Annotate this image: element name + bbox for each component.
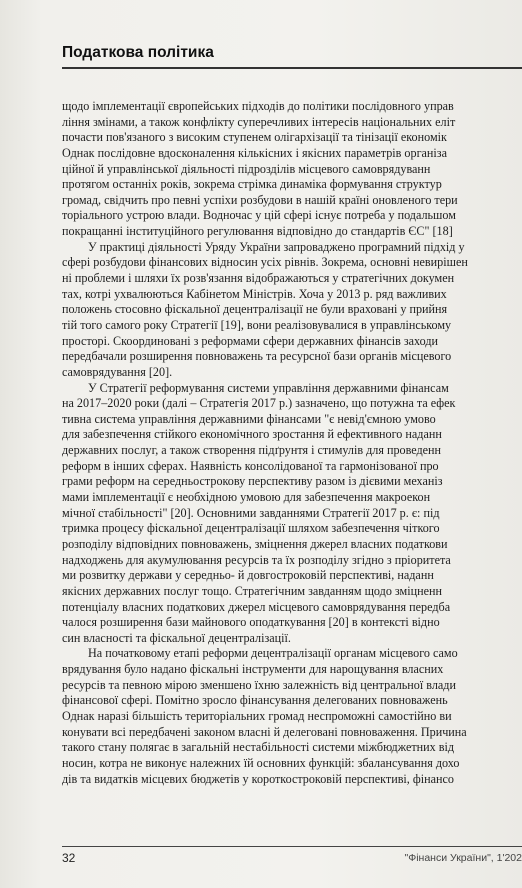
text-line: тримка процесу фіскальної децентралізації шляхом забезпечення чіткого xyxy=(62,521,440,536)
text-line: положень стосовно фіскальної децентралізації не були враховані у прийня xyxy=(62,302,448,317)
text-line: Однак наразі більшість територіальних громад неспроможні самостійно ви xyxy=(62,708,452,723)
text-line: для забезпечення стійкого економічного зростання й ефективного наданн xyxy=(62,427,442,442)
text-line: сфері розбудови фінансових відносин усіх рівнів. Зокрема, основні невирішен xyxy=(62,255,468,270)
text-line: На початковому етапі реформи децентралізації органам місцевого само xyxy=(88,646,458,661)
text-line: покращанні інституційного регулювання відповідно до стандартів ЄС" [18] xyxy=(62,224,453,239)
text-line: тах, котрі ухвалюються Кабінетом Міністрів. Хоча у 2013 р. ряд важливих xyxy=(62,286,447,301)
text-line: У практиці діяльності Уряду України запроваджено програмний підхід у xyxy=(88,239,465,254)
text-line: передбачали розширення повноважень та ресурсної бази органів місцевого xyxy=(62,349,452,364)
page-header xyxy=(62,40,522,70)
footer-divider xyxy=(62,846,522,847)
body-text xyxy=(62,99,522,787)
text-line: тивна система управління державними фінансами "є невід'ємною умово xyxy=(62,411,436,426)
paragraph xyxy=(62,381,522,647)
text-line: просторі. Скоординовані з реформами сфери державних фінансів заходи xyxy=(62,333,439,348)
text-line: врядування було надано фіскальні інструменти для нарощування власних xyxy=(62,662,444,677)
text-line: державних послуг, а також створення підґрунтя і стимулів для проведенн xyxy=(62,443,442,458)
text-line: щодо імплементації європейських підходів до політики послідовного управ xyxy=(62,99,454,113)
text-line: дів та видатків місцевих бюджетів у короткостроковій перспективі, фінансо xyxy=(62,771,454,786)
text-line: ління змінами, а також конфлікту суперечливих інтересів національних еліт xyxy=(62,114,456,129)
text-line: громад, свідчить про певні успіхи розбудови в нашій країні оновленого тери xyxy=(62,192,458,207)
text-line: ми розвитку держави у середньо- й довгостроковій перспективі, наданн xyxy=(62,568,434,583)
text-line: мами імплементації є необхідною умовою для забезпечення макроекон xyxy=(62,490,431,505)
journal-name: "Фінанси України", 1'202 xyxy=(404,852,522,864)
text-line: на 2017–2020 роки (далі – Стратегія 2017 р.) зазначено, що потужна та ефек xyxy=(62,396,456,411)
text-line: торіального устрою влади. Водночас у цій сфері існує потреба у подальшом xyxy=(62,208,456,223)
text-line: реформ в інших сферах. Наявність консолідованої та гармонізованої про xyxy=(62,458,439,473)
text-line: надходжень для акумулювання ресурсів та їх розподілу згідно з пріоритета xyxy=(62,552,451,567)
text-line: У Стратегії реформування системи управління державними фінансам xyxy=(88,380,449,395)
text-line: носин, котра не виконує належних їй основних функцій: збалансування дохо xyxy=(62,755,460,770)
text-line: ресурсів та певною мірою зменшено їхню залежність від центральної влади xyxy=(62,677,456,692)
section-title: Податкова політика xyxy=(62,44,214,61)
text-line: фінансової сфері. Помітно зросло фінансування делегованих повноважень xyxy=(62,693,448,708)
text-line: ні проблеми і шляхи їх розв'язання відображаються у стратегічних докумен xyxy=(62,271,455,286)
paragraph xyxy=(62,240,522,381)
text-line: потенціалу власних податкових джерел місцевого самоврядування передба xyxy=(62,599,451,614)
page-number: 32 xyxy=(62,851,76,865)
text-line: син власності та фіскальної децентралізації. xyxy=(62,630,291,645)
text-line: конувати всі передбачені законом власні й делеговані повноваження. Причина xyxy=(62,724,467,739)
text-line: ційної й управлінської діяльності підрозділів місцевого самоврядуванн xyxy=(62,161,431,176)
text-line: Однак послідовне вдосконалення кількісних і якісних параметрів організа xyxy=(62,145,447,160)
text-line: розподілу відповідних повноважень, зміцнення джерел власних податкови xyxy=(62,536,448,551)
text-line: тій того самого року Стратегії [19], вони реалізовувалися в управлінському xyxy=(62,317,452,332)
text-line: якісних державних послуг тощо. Стратегічним завданням щодо зміцненн xyxy=(62,583,442,598)
text-line: такого стану полягає в загальній нестабільності системи міжбюджетних від xyxy=(62,740,455,755)
text-line: мічної стабільності" [20]. Основними завданнями Стратегії 2017 р. є: під xyxy=(62,505,440,520)
text-line: протягом останніх років, зокрема стрімка динаміка формування структур xyxy=(62,177,442,192)
text-line: чалося розширення бази майнового оподаткування [20] в контексті відно xyxy=(62,615,440,630)
text-line: самоврядування [20]. xyxy=(62,364,173,379)
text-line: грами реформ на середньострокову перспективу разом із дієвими механіз xyxy=(62,474,443,489)
header-divider xyxy=(62,67,522,69)
paragraph xyxy=(62,99,522,240)
paragraph xyxy=(62,646,522,787)
text-line: почасти пов'язаного з високим ступенем олігархізації та тінізації економік xyxy=(62,130,447,145)
